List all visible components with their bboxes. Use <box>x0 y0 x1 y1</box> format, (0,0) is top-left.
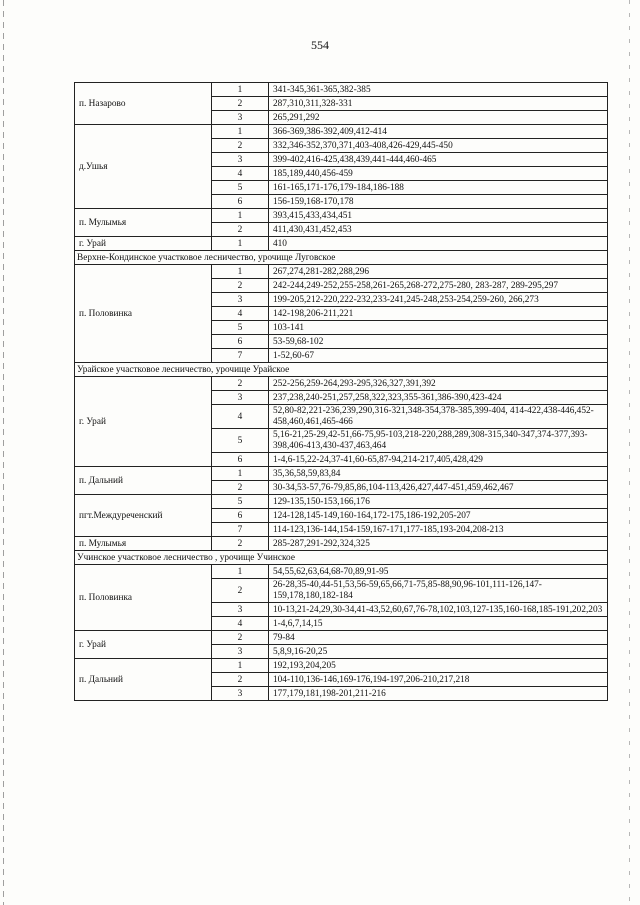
section-number: 1 <box>212 265 269 279</box>
section-number: 1 <box>212 125 269 139</box>
section-number: 4 <box>212 405 269 429</box>
table-row <box>75 537 608 551</box>
plot-numbers: 410 <box>269 237 608 251</box>
plot-numbers: 393,415,433,434,451 <box>269 209 608 223</box>
section-number: 2 <box>212 97 269 111</box>
table-row <box>75 125 608 139</box>
section-number: 6 <box>212 195 269 209</box>
section-number: 1 <box>212 209 269 223</box>
table-row <box>75 265 608 279</box>
plot-numbers: 242-244,249-252,255-258,261-265,268-272,275-280, 283-287, 289-295,297 <box>269 279 608 293</box>
locality-name: г. Урай <box>75 237 212 251</box>
plot-numbers: 285-287,291-292,324,325 <box>269 537 608 551</box>
section-number: 3 <box>212 603 269 617</box>
plot-numbers: 156-159,168-170,178 <box>269 195 608 209</box>
plot-numbers: 399-402,416-425,438,439,441-444,460-465 <box>269 153 608 167</box>
plot-numbers: 114-123,136-144,154-159,167-171,177-185,193-204,208-213 <box>269 523 608 537</box>
plot-numbers: 124-128,145-149,160-164,172-175,186-192,205-207 <box>269 509 608 523</box>
plot-numbers: 265,291,292 <box>269 111 608 125</box>
section-number: 3 <box>212 391 269 405</box>
section-number: 3 <box>212 293 269 307</box>
plot-numbers: 52,80-82,221-236,239,290,316-321,348-354,378-385,399-404, 414-422,438-446,452-458,460,461,465-466 <box>269 405 608 429</box>
section-number: 3 <box>212 111 269 125</box>
plot-numbers: 5,16-21,25-29,42-51,66-75,95-103,218-220,288,289,308-315,340-347,374-377,393-398,406-413,430-437,463,464 <box>269 429 608 453</box>
section-title: Верхне-Кондинское участковое лесничество, урочище Луговское <box>75 251 608 265</box>
locality-name: пгт.Междуреченский <box>75 495 212 537</box>
section-number: 5 <box>212 181 269 195</box>
section-number: 5 <box>212 429 269 453</box>
scan-edge-left <box>3 0 4 905</box>
forest-plots-table <box>74 82 608 701</box>
table-row <box>75 495 608 509</box>
locality-name: д.Ушья <box>75 125 212 209</box>
section-number: 7 <box>212 523 269 537</box>
plot-numbers: 1-4,6-15,22-24,37-41,60-65,87-94,214-217,405,428,429 <box>269 453 608 467</box>
plot-numbers: 199-205,212-220,222-232,233-241,245-248,253-254,259-260, 266,273 <box>269 293 608 307</box>
plot-numbers: 53-59,68-102 <box>269 335 608 349</box>
section-number: 2 <box>212 377 269 391</box>
section-number: 1 <box>212 83 269 97</box>
section-number: 1 <box>212 237 269 251</box>
section-number: 1 <box>212 467 269 481</box>
scan-edge-right <box>629 0 630 905</box>
plot-numbers: 185,189,440,456-459 <box>269 167 608 181</box>
locality-name: п. Дальний <box>75 659 212 701</box>
section-number: 5 <box>212 321 269 335</box>
page-number: 554 <box>311 38 329 52</box>
section-number: 4 <box>212 167 269 181</box>
section-header-row <box>75 551 608 565</box>
section-title: Урайское участковое лесничество, урочище Урайское <box>75 363 608 377</box>
section-title: Учинское участковое лесничество , урочище Учинское <box>75 551 608 565</box>
section-number: 7 <box>212 349 269 363</box>
section-number: 6 <box>212 509 269 523</box>
locality-name: г. Урай <box>75 631 212 659</box>
plot-numbers: 161-165,171-176,179-184,186-188 <box>269 181 608 195</box>
table-row <box>75 467 608 481</box>
section-number: 5 <box>212 495 269 509</box>
plot-numbers: 411,430,431,452,453 <box>269 223 608 237</box>
section-number: 3 <box>212 153 269 167</box>
section-number: 2 <box>212 279 269 293</box>
plot-numbers: 1-52,60-67 <box>269 349 608 363</box>
plot-numbers: 54,55,62,63,64,68-70,89,91-95 <box>269 565 608 579</box>
plot-numbers: 177,179,181,198-201,211-216 <box>269 687 608 701</box>
section-number: 1 <box>212 659 269 673</box>
locality-name: п. Половинка <box>75 265 212 363</box>
table-row <box>75 631 608 645</box>
plot-numbers: 30-34,53-57,76-79,85,86,104-113,426,427,447-451,459,462,467 <box>269 481 608 495</box>
table-row <box>75 83 608 97</box>
plot-numbers: 103-141 <box>269 321 608 335</box>
locality-name: г. Урай <box>75 377 212 467</box>
plot-numbers: 237,238,240-251,257,258,322,323,355-361,386-390,423-424 <box>269 391 608 405</box>
plot-numbers: 104-110,136-146,169-176,194-197,206-210,217,218 <box>269 673 608 687</box>
section-number: 2 <box>212 223 269 237</box>
section-number: 1 <box>212 565 269 579</box>
section-header-row <box>75 363 608 377</box>
plot-numbers: 5,8,9,16-20,25 <box>269 645 608 659</box>
plot-numbers: 1-4,6,7,14,15 <box>269 617 608 631</box>
plot-numbers: 332,346-352,370,371,403-408,426-429,445-450 <box>269 139 608 153</box>
section-number: 2 <box>212 579 269 603</box>
locality-name: п. Назарово <box>75 83 212 125</box>
plot-numbers: 142-198,206-211,221 <box>269 307 608 321</box>
table-body <box>75 83 608 701</box>
section-number: 3 <box>212 645 269 659</box>
locality-name: п. Половинка <box>75 565 212 631</box>
locality-name: п. Дальний <box>75 467 212 495</box>
plot-numbers: 129-135,150-153,166,176 <box>269 495 608 509</box>
table-row <box>75 209 608 223</box>
section-number: 2 <box>212 673 269 687</box>
section-header-row <box>75 251 608 265</box>
section-number: 2 <box>212 481 269 495</box>
section-number: 3 <box>212 687 269 701</box>
table-row <box>75 659 608 673</box>
section-number: 4 <box>212 617 269 631</box>
plot-numbers: 192,193,204,205 <box>269 659 608 673</box>
plot-numbers: 287,310,311,328-331 <box>269 97 608 111</box>
section-number: 6 <box>212 335 269 349</box>
plot-numbers: 10-13,21-24,29,30-34,41-43,52,60,67,76-78,102,103,127-135,160-168,185-191,202,203 <box>269 603 608 617</box>
table-row <box>75 377 608 391</box>
plot-numbers: 35,36,58,59,83,84 <box>269 467 608 481</box>
section-number: 2 <box>212 631 269 645</box>
section-number: 4 <box>212 307 269 321</box>
plot-numbers: 341-345,361-365,382-385 <box>269 83 608 97</box>
plot-numbers: 26-28,35-40,44-51,53,56-59,65,66,71-75,85-88,90,96-101,111-126,147-159,178,180,182-184 <box>269 579 608 603</box>
table-row <box>75 237 608 251</box>
plot-numbers: 79-84 <box>269 631 608 645</box>
plot-numbers: 252-256,259-264,293-295,326,327,391,392 <box>269 377 608 391</box>
plot-numbers: 366-369,386-392,409,412-414 <box>269 125 608 139</box>
locality-name: п. Мулымья <box>75 209 212 237</box>
section-number: 2 <box>212 537 269 551</box>
table-row <box>75 565 608 579</box>
locality-name: п. Мулымья <box>75 537 212 551</box>
section-number: 2 <box>212 139 269 153</box>
section-number: 6 <box>212 453 269 467</box>
plot-numbers: 267,274,281-282,288,296 <box>269 265 608 279</box>
